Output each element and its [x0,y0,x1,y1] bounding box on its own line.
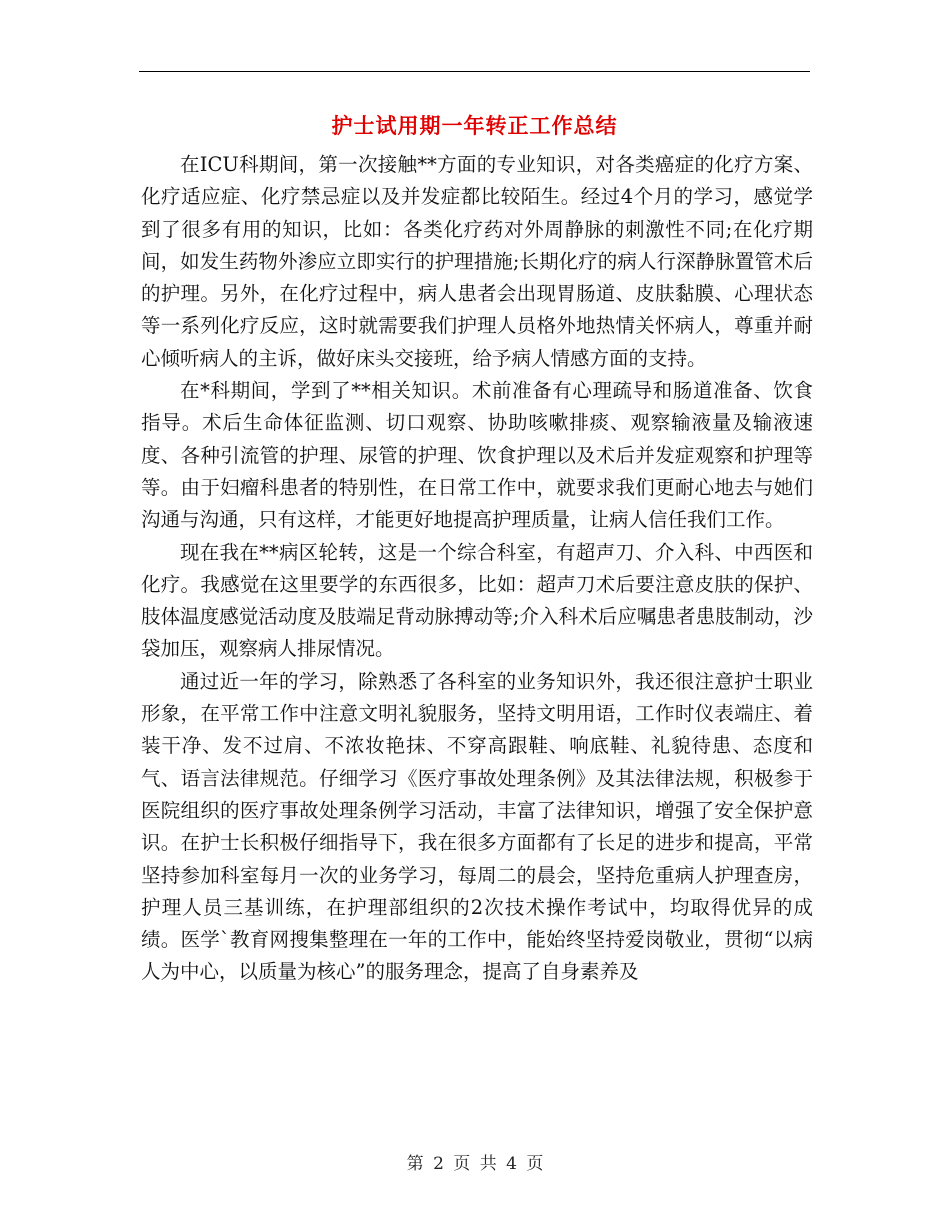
page-footer [0,1152,950,1176]
header-rule [139,71,810,72]
paragraph-current-ward: 现在我在**病区轮转，这是一个综合科室，有超声刀、介入科、中西医和化疗。我感觉在这里要学的东西很多，比如：超声刀术后要注意皮肤的保护、肢体温度感觉活动度及肢端足背动脉搏动等;介入科术后应嘱患者患肢制动，沙袋加压，观察病人排尿情况。 [141,540,813,661]
footer-current-page: 2 [433,1154,444,1174]
document-title: 护士试用期一年转正工作总结 [331,113,618,138]
paragraph-gynecology: 在*科期间，学到了**相关知识。术前准备有心理疏导和肠道准备、饮食指导。术后生命体征监测、切口观察、协助咳嗽排痰、观察输液量及输液速度、各种引流管的护理、尿管的护理、饮食护理以及术后并发症观察和护理等等。由于妇瘤科患者的特别性，在日常工作中，就要求我们更耐心地去与她们沟通与沟通，只有这样，才能更好地提高护理质量，让病人信任我们工作。 [141,379,813,532]
paragraph-professional-conduct: 通过近一年的学习，除熟悉了各科室的业务知识外，我还很注意护士职业形象，在平常工作中注意文明礼貌服务，坚持文明用语，工作时仪表端庄、着装干净、发不过肩、不浓妆艳抹、不穿高跟鞋、响底鞋、礼貌待患、态度和气、语言法律规范。仔细学习《医疗事故处理条例》及其法律法规，积极参于医院组织的医疗事故处理条例学习活动，丰富了法律知识，增强了安全保护意识。在护士长积极仔细指导下，我在很多方面都有了长足的进步和提高，平常坚持参加科室每月一次的业务学习，每周二的晨会，坚持危重病人护理查房，护理人员三基训练，在护理部组织的2次技术操作考试中，均取得优异的成绩。医学`教育网搜集整理在一年的工作中，能始终坚持爱岗敬业，贯彻“以病人为中心，以质量为核心”的服务理念，提高了自身素养及 [141,669,813,984]
footer-total-pages: 4 [506,1154,517,1174]
footer-page-word: 页 [453,1154,471,1174]
document-body [141,149,813,989]
footer-suffix: 页 [526,1154,544,1174]
paragraph-icu: 在ICU科期间，第一次接触**方面的专业知识，对各类癌症的化疗方案、化疗适应症、化疗禁忌症以及并发症都比较陌生。经过4个月的学习，感觉学到了很多有用的知识，比如：各类化疗药对外周静脉的刺激性不同;在化疗期间，如发生药物外渗应立即实行的护理措施;长期化疗的病人行深静脉置管术后的护理。另外，在化疗过程中，病人患者会出现胃肠道、皮肤黏膜、心理状态等一系列化疗反应，这时就需要我们护理人员格外地热情关怀病人，尊重并耐心倾听病人的主诉，做好床头交接班，给予病人情感方面的支持。 [141,153,813,370]
footer-prefix: 第 [406,1154,424,1174]
footer-total-word: 共 [479,1154,497,1174]
